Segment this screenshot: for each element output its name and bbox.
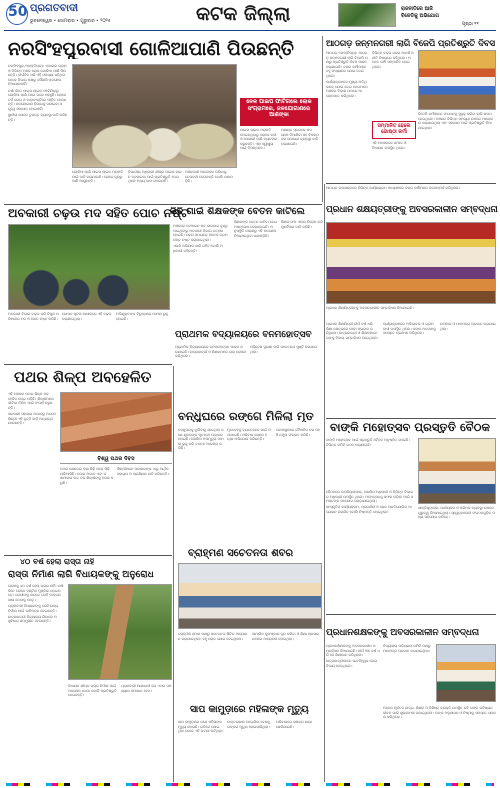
body-headmaster-col3: ଅନେକ ପୂର୍ବତନ ଛାତ୍ର, ଶିକ୍ଷକ ଓ ବିଶିଷ୍ଟ ବ୍ୟକ୍ତି ଉପସ୍ଥିତ ରହି ତାଙ୍କ ଭବିଷ୍ୟତ ଜୀବନ ପାଇଁ ଶୁଭକାମନା ଜଣାଇଥିଲେ। ତାଙ୍କ ଅନୁଶାସନ ଓ ନିଷ୍ଠାକୁ ସମସ୍ତେ ସ୍ମରଣ କରିଥିଲେ।: [383, 706, 496, 720]
body-narasinghpur-col4: ଅଞ୍ଚଳବାସୀ ଆନ୍ଦୋଳନ କରିବାକୁ ଚେତାବନୀ ଦେଇଛନ୍ତି ବୋଲି ଜଣାପଡ଼ିଛି।: [185, 170, 233, 184]
body-narasinghpur-col1: ନରସିଂହପୁର,୨୭ା୭(ନିପ୍ର): ଏଠାକାର ଗ୍ରାମ ଓ ବିଭିନ୍ନ ଅଞ୍ଚଳ ଲୋକ ଗୋଳିଆ ପାଣି ପିଉଛନ୍ତି। ଦୀର୍ଘଦିନ ଧରି ଏହି ସମସ୍ୟା ରହିଥିବା ବେଳେ ବିଭାଗ ପକ୍ଷରୁ କୌଣସି ପଦକ୍ଷେପ ନିଆଯାଉନାହିଁ। ବର୍ଷା ଦିନେ ପାଇପ ଲାଇନ ଫାଟିଯିବାରୁ ଗୋଳିଆ ପାଣି ଘରେ ଘରେ ପହଞ୍ଚୁଛି। ଲୋକେ ଚର୍ମ ରୋଗ ଓ ଝାଡ଼ାବାନ୍ତିରେ ପୀଡ଼ିତ ହେଉଛନ୍ତି। ଜଳଯୋଗାଣ ବିଭାଗକୁ ଜଣାଇବା ସତ୍ତ୍ୱେ ସମାଧାନ ହୋଇନାହିଁ। ସ୍ଥାନୀୟ ଲୋକେ ତୁରନ୍ତ ବ୍ୟବସ୍ଥା ଦାବି କରିଛନ୍ତି।: [8, 64, 68, 122]
headline-narasinghpur: ନରସିଂହପୁରବାସୀ ଗୋଳିଆପାଣି ପିଉଛନ୍ତି: [8, 40, 294, 60]
body-banki-col5: ବୈଠକରେ ଉପଜିଲ୍ଲାପାଳ, ପୋଲିସ ଅଧିକାରୀ ଓ ବିଭିନ୍ନ ବିଭାଗର ଅଧିକାରୀ ଉପସ୍ଥିତ ଥିଲେ। ମହୋତ୍ସବକୁ ସଫଳ କରିବା ପାଇଁ ସମସ୍ତଙ୍କ ସହଯୋଗ ଲୋଡ଼ାଯାଇଥିଲା। ସାଂସ୍କୃତିକ କାର୍ଯ୍ୟକ୍ରମ, ପ୍ରଦର୍ଶନୀ ଓ ଖେଳ ପ୍ରତିଯୋଗିତା ଆୟୋଜନ କରାଯିବ ବୋଲି ନିଷ୍ପତ୍ତି ହୋଇଥିଲା।: [326, 490, 414, 514]
kicker-athagarh: ସମ୍ମାନିତ ହେଲେ ଗୋଷ୍ଠୀ କର୍ମୀ: [372, 121, 416, 139]
masthead-ad-line2: ବିଜେଡିକୁ ଅଭିଯୋଗ: [401, 13, 439, 19]
body-headmaster-col2: ବିଦ୍ୟାଳୟ ପରିଚାଳନା କମିଟି ପକ୍ଷରୁ ମାନପତ୍ର ପ୍ରଦାନ କରାଯାଇଥିଲା।: [383, 644, 431, 653]
body-narasinghpur-col2: ଗୋଳିଆ ପାଣି ପାଇପ ଲାଇନ ମରାମତି ପାଇଁ ଦାବି କରାଯାଇଛି। ଲୋକେ ଦୂରରୁ ପାଣି ଆଣୁଛନ୍ତି।: [72, 170, 123, 184]
section-rule: [4, 555, 172, 556]
body-snakebite-col3: ପରିବାରରେ ଶୋକର ଛାୟା ଖେଳିଯାଇଛି।: [276, 720, 312, 729]
body-teacher-salary-col1: ଶିକ୍ଷକଙ୍କ ବେତନ କାଟିବା ନେଇ ଅସନ୍ତୋଷ ଦେଖାଦେଇଛି। ଅନୁପସ୍ଥିତି କାରଣରୁ ଏହି ପଦକ୍ଷେପ ନିଆଯାଇଥିବା ଜଣାପଡ଼ିଛି।: [234, 220, 278, 238]
column-rule: [173, 366, 174, 782]
body-snakebite-col1: ସାପ କାମୁଡ଼ାରେ ଜଣେ ମହିଳାଙ୍କ ମୃତ୍ୟୁ ହୋଇଛି। ରାତିରେ ଶୋଇଥିବା ବେଳେ ଏହି ଘଟଣା ଘଟିଥିଲା।: [178, 720, 224, 734]
column-rule: [324, 184, 325, 782]
body-snakebite-col2: ଡାକ୍ତରଖାନା ନେଇଯିବା ବେଳକୁ ତାଙ୍କର ମୃତ୍ୟୁ ହୋଇସାରିଥିଲା।: [227, 720, 271, 729]
logo-number: 50: [8, 5, 28, 20]
body-athagarh-col2: ବିଭିନ୍ନ ବକ୍ତା ଦଳର ଆଦର୍ଶ ଓ ନୀତି ବିଷୟରେ କହିଥିଲେ। ଅନେକ କର୍ମୀ ସମ୍ମାନିତ ହୋଇଥିଲେ।: [372, 51, 414, 69]
headline-road-construction: ରାସ୍ତା ନିର୍ମାଣ ଲାଗି ବିଧାୟକଙ୍କୁ ଅନୁରୋଧ: [8, 570, 154, 580]
photo-headmistress-stage: [326, 222, 496, 304]
inset-world-stone-day: ବିଶ୍ୱ ପଥର ଦିବସ: [60, 455, 172, 464]
body-friend-death-col3: ଘଟଣାସ୍ଥଳରେ ବୈଜ୍ଞାନିକ ଦଳ ପହଞ୍ଚି ନମୁନା ସଂଗ୍ରହ କରିଛି।: [276, 428, 321, 437]
body-narasinghpur-col5: ପାଇପ ଲାଇନ ମରାମତି ହୋଇନଥିବାରୁ ଲୋକେ ନଦୀ ଓ ପୋଖରୀ ପାଣି ବ୍ୟବହାର କରୁଛନ୍ତି। ଏହା ସ୍ୱାସ୍ଥ୍ୟ ପାଇଁ ବିପଜ୍ଜନକ।: [240, 128, 278, 151]
photo-village-path: [68, 584, 172, 680]
body-liquor-raid-col3: ଅଭିଯୁକ୍ତଙ୍କ ବିରୁଦ୍ଧରେ ମାମଲା ରୁଜୁ ହୋଇଛି।: [116, 312, 169, 321]
masthead: [0, 0, 500, 30]
section-rule: [326, 418, 496, 419]
body-plantation-col1: ପ୍ରାଥମିକ ବିଦ୍ୟାଳୟରେ ବନମହୋତ୍ସବ ପାଳନ କରାଯାଇଛି। ଛାତ୍ରଛାତ୍ରୀ ଓ ଶିକ୍ଷକମାନେ ଚାରା ରୋପଣ କରିଥିଲେ।: [175, 345, 247, 359]
body-stone-craft-col1: ଏହି ଅଞ୍ଚଳର ପଥର ଶିଳ୍ପ ଅବହେଳିତ ହୋଇ ପଡ଼ିଛି। ଶିଳ୍ପୀମାନେ ଜୀବିକା ନିର୍ବାହ ପାଇଁ ସଂଘର୍ଷ କରୁଛନ୍ତି। ସରକାରୀ ସହାୟତା ଅଭାବରୁ ଅନେକ ଶିଳ୍ପୀ ଏହି ବୃତ୍ତି ଛାଡ଼ି ଅନ୍ୟତ୍ର ଯାଉଛନ୍ତି।: [8, 392, 56, 426]
headline-stone-craft: ପଥର ଶିଳ୍ପ ଅବହେଳିତ: [14, 370, 152, 386]
body-athagarh-col3: ଏହି ଅବସରରେ ସାଂସଦ ଓ ବିଧାୟକ ଉପସ୍ଥିତ ଥିଲେ।: [372, 141, 407, 150]
headline-no-road-40-years: ୪୦ ବର୍ଷ ହେଲା ରାସ୍ତା ନାହିଁ: [20, 558, 95, 566]
masthead-rule: [4, 30, 496, 31]
photo-muddy-water: [72, 64, 237, 168]
masthead-ad-photo: [338, 3, 396, 27]
body-liquor-raid-col4: ଅଞ୍ଚଳରେ ବେଆଇନ ମଦ କାରବାର ବୃଦ୍ଧି ପାଇଥିବାରୁ ଅବକାରୀ ବିଭାଗ ତତ୍ପର ହୋଇଛି। ଚଢ଼ଉ ସମୟରେ ଅନେକ ଡ୍ରମ ପୋଚ ନଷ୍ଟ କରାଯାଇଥିଲା। ଏଭଳି ଅଭିଯାନ ଜାରି ରହିବ ବୋଲି ଅଧିକାରୀ କହିଛନ୍ତି।: [173, 224, 228, 253]
body-stone-craft-col3: ଶିଳ୍ପୀମାନେ ସରକାରଙ୍କ ଠାରୁ ଆର୍ଥିକ ସହାୟତା ଓ ପ୍ରଶିକ୍ଷଣ ଦାବି କରିଛନ୍ତି।: [117, 467, 169, 476]
dateline: ଭୁବନେଶ୍ୱର • ସୋମବାର • ଗୁରୁବାର • ୨୦୨୫: [30, 19, 111, 24]
photo-headmaster-farewell: [436, 644, 496, 702]
body-narasinghpur-col3: ବିଭାଗୀୟ ଅଧିକାରୀ ଶୀଘ୍ର ପାଇପ ଲାଇନ ବଦଳାଇବା ପାଇଁ ପ୍ରତିଶ୍ରୁତି ଦେଇଥିଲେ ମଧ୍ୟ କାମ ହୋଇନାହିଁ।: [128, 170, 182, 184]
headline-brahmin-camp: ବ୍ରାହ୍ମଣ ସଚେତନତା ଶିବିର: [188, 549, 294, 559]
body-stone-craft-col2: ପଥର ଖୋଦେଇ କଳା ପିଢ଼ି ପରେ ପିଢ଼ି ଚାଲିଆସିଛି। ବଜାର ଅଭାବ ଏବଂ କଞ୍ଚାମାଲର ଉଚ୍ଚ ଦର ଶିଳ୍ପୀଙ୍କୁ ହତାଶ କରୁଛି।: [60, 467, 114, 485]
paper-name: ପ୍ରଗତିବାଦୀ: [30, 4, 79, 14]
body-banki-col2: କାର୍ଯ୍ୟକ୍ରମରେ ଅଭିଭାବକ ଓ ଗ୍ରାମବାସୀ ଉପସ୍ଥିତ ଥିଲେ। ତାଙ୍କ ଅବଦାନକୁ ସମସ୍ତେ ପ୍ରଶଂସା କରିଥିଲେ।: [383, 322, 436, 336]
headline-banki-meeting: ବାଙ୍କି ମହୋତ୍ସବ ପ୍ରସ୍ତୁତି ବୈଠକ: [330, 421, 491, 434]
body-teacher-salary-col2: ଶିକ୍ଷକ ସଂଘ ଏହାର ବିରୋଧ କରି ପୁନର୍ବିଚାର ଦାବି କରିଛି।: [281, 220, 323, 229]
body-headmistress-col1: ଆଠଗଡ଼ ଉପଖଣ୍ଡରେ ବିଭିନ୍ନ କାର୍ଯ୍ୟକ୍ରମ ମାଧ୍ୟମରେ ଦଳର କର୍ମୀମାନେ ଜନସମ୍ପର୍କ କରିଥିଲେ।: [326, 186, 461, 190]
section-rule: [4, 364, 172, 365]
section-rule: [4, 204, 322, 205]
body-banki-col6: ଶାନ୍ତିଶୃଙ୍ଖଳା, ପାନୀୟଜଳ ଓ ପରିମଳ ବ୍ୟବସ୍ଥା ଉପରେ ଗୁରୁତ୍ୱ ଦିଆଯାଇଥିଲା। ସ୍ୱେଚ୍ଛାସେବୀ ସଂଗଠନଗୁଡ଼ିକ ମଧ୍ୟ ସହଯୋଗ କରିବେ।: [418, 506, 496, 520]
photo-athagarh-gathering: [418, 50, 496, 110]
body-brahmin-camp-col2: ସାମାଜିକ କୁସଂସ୍କାର ଦୂର କରିବା ଓ ଶିକ୍ଷା ପ୍ରସାର ଉପରେ ଆଲୋଚନା ହୋଇଥିଲା।: [252, 632, 320, 641]
body-narasinghpur-col6: ପଞ୍ଚାୟତ ସ୍ତରରେ ପଦକ୍ଷେପ ନିଆଯିବା ସହ ବିକଳ୍ପ ଜଳ ଯୋଗାଣ ବ୍ୟବସ୍ଥା ଦାବି କରାଯାଇଛି।: [281, 128, 319, 146]
body-liquor-raid-col1: ଅବକାରୀ ବିଭାଗ ଚଢ଼ଉ କରି ବିପୁଳ ପରିମାଣର ମଦ ଓ ପୋଚ ନଷ୍ଟ କରିଛି।: [8, 312, 59, 321]
photo-banki-meeting: [418, 438, 496, 504]
body-banki-col1: ପ୍ରଧାନ ଶିକ୍ଷୟିତ୍ରୀ ଦୀର୍ଘ ବର୍ଷ ଧରି ଶିକ୍ଷା କ୍ଷେତ୍ରରେ ସେବା ପ୍ରଦାନ କରିଥିଲେ। ଛାତ୍ରଛାତ୍ରୀ ଓ ଶିକ୍ଷକମାନେ ତାଙ୍କୁ ବିଦାୟ ସମ୍ବର୍ଦ୍ଧନା ଦେଇଥିଲେ।: [326, 322, 379, 340]
headline-friend-death: ବନ୍ଧୁଘରେ ରଙ୍ଗେ ମିଳିଲା ମୃତ: [178, 410, 314, 423]
headline-plantation: ପ୍ରାଥମିକ ବିଦ୍ୟାଳୟରେ ବନମହୋତ୍ସବ: [175, 331, 312, 340]
body-athagarh-col1: ଆଠଗଡ଼,୨୭ା୭(ନିପ୍ର): ଆଠଗଡ଼ ଜନ୍ମନଗରୀ ଲାଗି ବିଜେପି ପକ୍ଷରୁ ପ୍ରତିଶ୍ରୁତି ଦିବସ ପାଳନ କରାଯାଇଛି। ଦଳର କର୍ମୀମାନେ ବହୁ ସଂଖ୍ୟାରେ ଯୋଗ ଦେଇଥିଲେ। କାର୍ଯ୍ୟକ୍ରମରେ ମୁଖ୍ୟ ଅତିଥି ଭାବେ ଯୋଗ ଦେଇ ନେତାମାନେ ଅଞ୍ଚଳର ବିକାଶ ଉପରେ ଆଲୋକପାତ କରିଥିଲେ।: [326, 51, 368, 98]
photo-stone-slabs: [60, 392, 172, 452]
headline-teacher-salary: ବିବି ଗାଇଁ ଶିକ୍ଷକଙ୍କ ବେତନ କାଟିଲେ: [170, 207, 305, 217]
headline-athagarh: ଆଠଗଡ଼ ଜନ୍ମନଗରୀ ଲାଗି ବିଜେପି ପ୍ରତିଶ୍ରୁତି ଦିବସ: [326, 39, 496, 48]
body-banki-col4: ବାଙ୍କି ମହୋତ୍ସବ ପାଇଁ ପ୍ରସ୍ତୁତି ବୈଠକ ଅନୁଷ୍ଠିତ ହୋଇଛି। ବିଭିନ୍ନ କମିଟି ଗଠନ କରାଯାଇଛି।: [326, 438, 410, 447]
body-friend-death-col2: ମୃତଦେହକୁ ବ୍ୟବଚ୍ଛେଦ ପାଇଁ ପଠାଯାଇଛି। ପରିବାର ଲୋକେ ହତ୍ୟା ଅଭିଯୋଗ କରିଛନ୍ତି।: [227, 428, 271, 442]
headline-liquor-raid: ଅବକାରୀ ଚଢ଼ଉ ମଦ ସହିତ ପୋଚ ନଷ୍ଟ: [8, 207, 189, 220]
body-banki-col3: ଉପହାର ଓ ମାନପତ୍ର ପ୍ରଦାନ କରାଯାଇଥିଲା।: [440, 322, 496, 331]
kicker-narasinghpur: ନେଳ ପାଇପ ଫାଟିଗଲେ ଲୋକ ସଂଗ୍ରାମରେ, ଜଳଯୋଗାଣରେ ଆଶଙ୍କା: [240, 98, 318, 126]
registration-marks: [6, 783, 494, 786]
body-liquor-raid-col2: ଗୋପନ ସୂଚନା ଆଧାରରେ ଏହି ଚଢ଼ଉ କରାଯାଇଥିଲା।: [62, 312, 112, 321]
body-brahmin-camp-col1: ବ୍ରାହ୍ମଣ ସମାଜ ପକ୍ଷରୁ ସଚେତନତା ଶିବିର ଆୟୋଜନ କରାଯାଇଥିଲା। ବହୁ ଲୋକ ଯୋଗ ଦେଇଥିଲେ।: [178, 632, 248, 641]
body-headmaster-col1: ପ୍ରଧାନଶିକ୍ଷକଙ୍କୁ ଅବସରକାଳୀନ ସମ୍ବର୍ଦ୍ଧନା ଦିଆଯାଇଛି। ଦୀର୍ଘ ୩୫ ବର୍ଷ ଧରି ସେ ଶିକ୍ଷାଦାନ କରିଥିଲେ। ଛାତ୍ରଛାତ୍ରୀମାନେ ଭାବବିହ୍ୱଳ ହୋଇ ବିଦାୟ ଦେଇଥିଲେ।: [326, 644, 380, 668]
body-athagarh-col4: ବିଜେପି କର୍ମୀମାନେ ସଂଗଠନକୁ ସୁଦୃଢ଼ କରିବା ଲାଗି ଶପଥ ନେଇଥିଲେ। ଅଞ୍ଚଳର ବିଭିନ୍ନ ସମସ୍ୟା ଉପରେ ଆଲୋଚନା କରାଯାଇଥିଲା ଏବଂ ସମାଧାନ ପାଇଁ ପ୍ରତିଶ୍ରୁତି ଦିଆଯାଇଥିଲା।: [418, 112, 494, 130]
column-rule: [322, 36, 323, 202]
section-rule: [326, 614, 496, 615]
section-title: କଟକ ଜିଲ୍ଲା: [196, 5, 291, 25]
body-headmistress-col2: ପ୍ରଧାନ ଶିକ୍ଷୟିତ୍ରୀଙ୍କୁ ଅବସରକାଳୀନ ସମ୍ବର୍ଦ୍ଧନା ଦିଆଯାଇଛି।: [326, 306, 414, 310]
section-rule: [326, 183, 496, 184]
page-label: ପୃଷ୍ଠା ୧୧: [462, 22, 479, 27]
headline-headmaster: ପ୍ରଧାନଶିକ୍ଷକଙ୍କୁ ଅବସରକାଳୀନ ସମ୍ବର୍ଦ୍ଧନା: [326, 629, 479, 638]
body-plantation-col2: ପରିବେଶ ସୁରକ୍ଷା ଲାଗି ସଚେତନତା ସୃଷ୍ଟି କରାଯାଇଥିଲା।: [250, 345, 318, 354]
body-friend-death-col1: ବନ୍ଧୁଘରକୁ ବୁଲିବାକୁ ଯାଇଥିବା ଜଣେ ଯୁବକଙ୍କ ମୃତଦେହ ଉଦ୍ଧାର ହୋଇଛି। ପୋଲିସ ଅପମୃତ୍ୟୁ ମାମଲା ରୁଜୁ କରି ତଦନ୍ତ ଆରମ୍ଭ କରିଛି।: [178, 428, 224, 451]
headline-snakebite: ସାପ କାମୁଡ଼ାରେ ମହିଳାଙ୍କ ମୃତ୍ୟୁ: [190, 705, 309, 715]
masthead-ad-line1: ରାଜନୀତିରେ ଆଜି: [401, 6, 433, 12]
photo-brahmin-camp: [178, 563, 322, 629]
headline-headmistress: ପ୍ରଧାନ ଶିକ୍ଷୟିତ୍ରୀଙ୍କୁ ଅବସରକାଳୀନ ସମ୍ବର୍ଦ୍ଧନା: [326, 206, 498, 215]
body-road-col3: ଗ୍ରାମବାସୀ ଆଶାବାଦୀ ଯେ ଏଥର ସମସ୍ୟାର ସମାଧାନ ହେବ।: [121, 684, 172, 693]
body-road-col2: ବିଧାୟକ ଶୀଘ୍ର ରାସ୍ତା ନିର୍ମାଣ ପାଇଁ ପଦକ୍ଷେପ ନେବେ ବୋଲି ପ୍ରତିଶ୍ରୁତି ଦେଇଛନ୍ତି।: [68, 684, 117, 698]
photo-liquor-drums: [8, 224, 170, 310]
body-road-col1: ଗ୍ରାମକୁ ୪୦ ବର୍ଷ ହେଲା ରାସ୍ତା ନାହିଁ। ବର୍ଷା ଦିନେ ଲୋକେ ହଣ୍ଟିବା ମୁସ୍କିଲ ହୋଇପଡ଼େ। ରୋଗୀଙ୍କୁ ଖଟରେ ବୋହି ଡାକ୍ତରଖାନା ନେବାକୁ ପଡ଼େ। ଗ୍ରାମବାସୀ ବିଧାୟକଙ୍କୁ ଭେଟି ରାସ୍ତା ନିର୍ମାଣ ପାଇଁ ଦାବିପତ୍ର ଦେଇଛନ୍ତି। ଛାତ୍ରଛାତ୍ରୀ ବିଦ୍ୟାଳୟ ଯିବାରେ ଅସୁବିଧାର ସମ୍ମୁଖୀନ ହେଉଛନ୍ତି।: [8, 584, 64, 624]
